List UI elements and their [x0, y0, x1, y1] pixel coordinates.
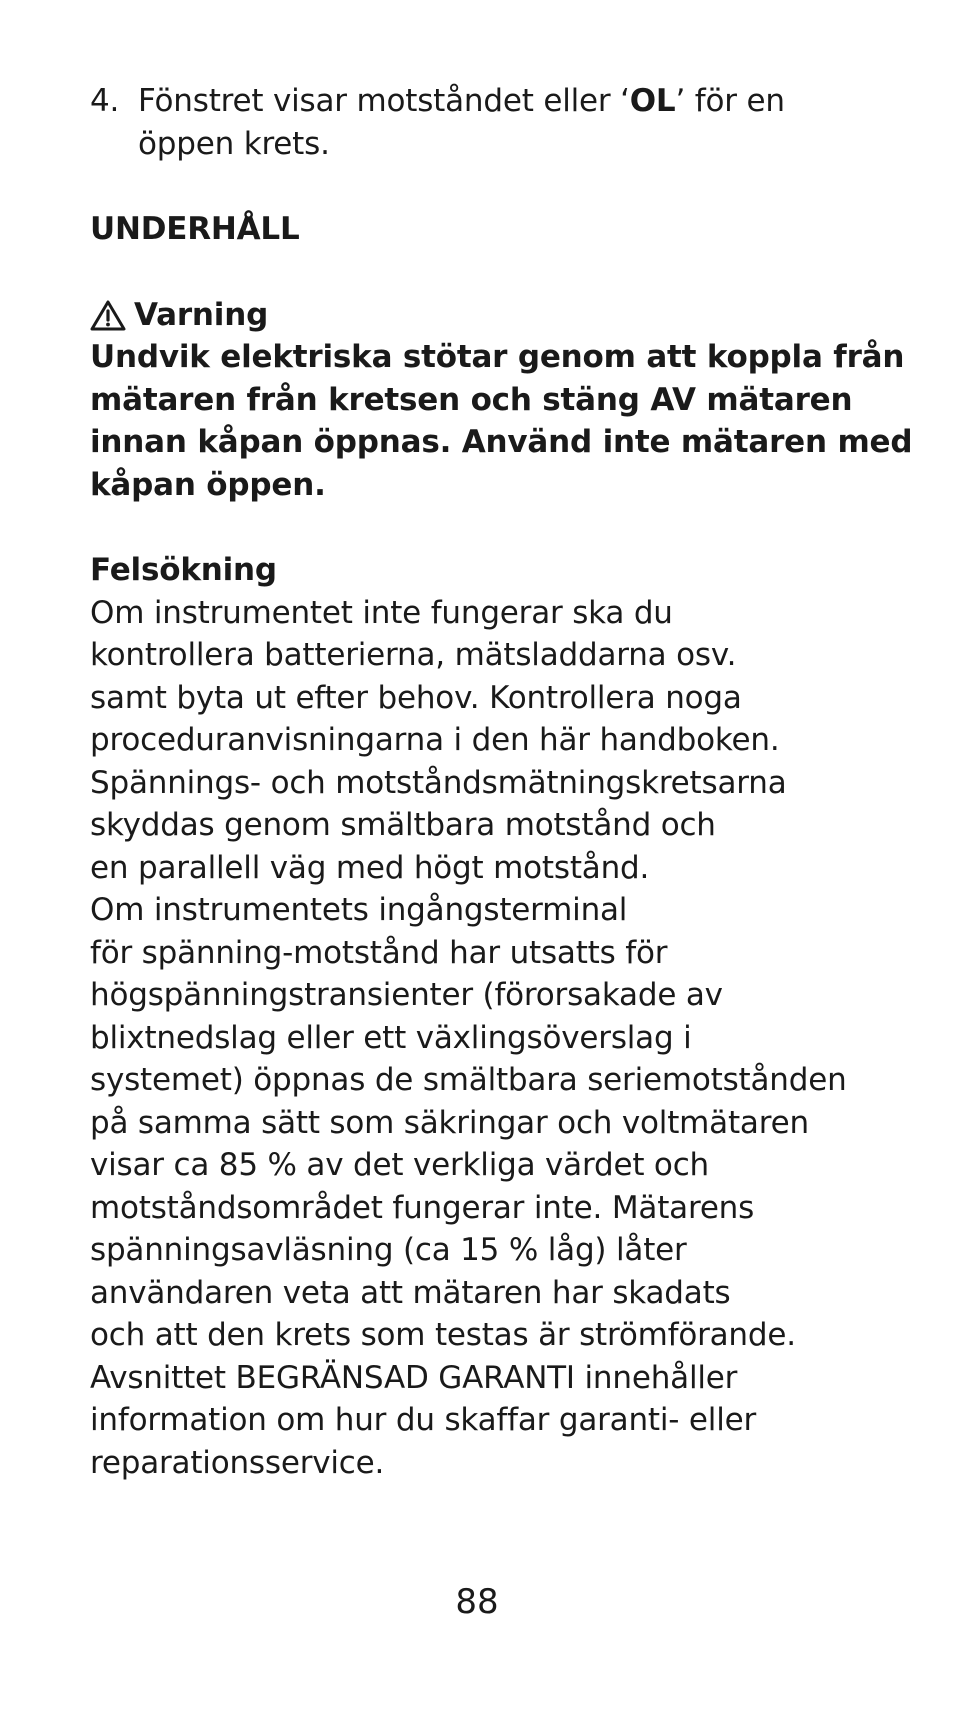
- warning-triangle-icon: [90, 299, 126, 331]
- troubleshooting-line: Spännings- och motståndsmätningskretsarna: [90, 764, 787, 801]
- troubleshooting-line: Om instrumentet inte fungerar ska du: [90, 594, 673, 631]
- list-text-bold: OL: [629, 83, 676, 119]
- maintenance-heading: UNDERHÅLL: [90, 211, 300, 247]
- troubleshooting-line: blixtnedslag eller ett växlingsöverslag i: [90, 1019, 692, 1056]
- warning-line: innan kåpan öppnas. Använd inte mätaren med: [90, 424, 913, 460]
- list-item-4: [90, 80, 890, 165]
- troubleshooting-line: reparationsservice.: [90, 1444, 385, 1481]
- troubleshooting-line: Om instrumentets ingångsterminal: [90, 892, 628, 928]
- troubleshooting-line: en parallell väg med högt motstånd.: [90, 849, 650, 886]
- page-number: 88: [455, 1582, 499, 1622]
- list-text-before: Fönstret visar motståndet eller ‘: [138, 83, 630, 119]
- troubleshooting-line: systemet) öppnas de smältbara seriemotstånden: [90, 1062, 847, 1098]
- troubleshooting-line: kontrollera batterierna, mätsladdarna osv.: [90, 637, 737, 673]
- troubleshooting-body: [90, 592, 890, 1485]
- warning-title-row: [90, 294, 890, 337]
- troubleshooting-line: och att den krets som testas är strömförande.: [90, 1317, 796, 1353]
- warning-title: Varning: [134, 296, 269, 333]
- troubleshooting-line: visar ca 85 % av det verkliga värdet och: [90, 1147, 709, 1183]
- troubleshooting-line: samt byta ut efter behov. Kontrollera noga: [90, 679, 742, 716]
- list-text-line2: öppen krets.: [138, 125, 330, 162]
- troubleshooting-title: Felsökning: [90, 552, 277, 588]
- warning-line: mätaren från kretsen och stäng AV mätaren: [90, 381, 853, 418]
- warning-line: Undvik elektriska stötar genom att koppla från: [90, 339, 905, 375]
- warning-body: [90, 336, 913, 506]
- troubleshooting-line: motståndsområdet fungerar inte. Mätarens: [90, 1189, 755, 1226]
- troubleshooting-line: Avsnittet BEGRÄNSAD GARANTI innehåller: [90, 1359, 738, 1396]
- troubleshooting-line: information om hur du skaffar garanti- eller: [90, 1402, 757, 1438]
- troubleshooting-line: på samma sätt som säkringar och voltmätaren: [90, 1104, 809, 1141]
- troubleshooting-line: högspänningstransienter (förorsakade av: [90, 977, 723, 1013]
- page-content: [90, 80, 913, 1484]
- troubleshooting-line: spänningsavläsning (ca 15 % låg) låter: [90, 1232, 687, 1268]
- list-number: 4.: [90, 83, 120, 119]
- troubleshooting-line: för spänning-motstånd har utsatts för: [90, 934, 668, 971]
- troubleshooting-line: proceduranvisningarna i den här handboken.: [90, 722, 780, 758]
- list-item-text: [138, 80, 890, 165]
- list-text-after: ’ för en: [675, 83, 785, 119]
- warning-line: kåpan öppen.: [90, 466, 326, 503]
- troubleshooting-line: skyddas genom smältbara motstånd och: [90, 807, 716, 843]
- troubleshooting-line: användaren veta att mätaren har skadats: [90, 1274, 731, 1311]
